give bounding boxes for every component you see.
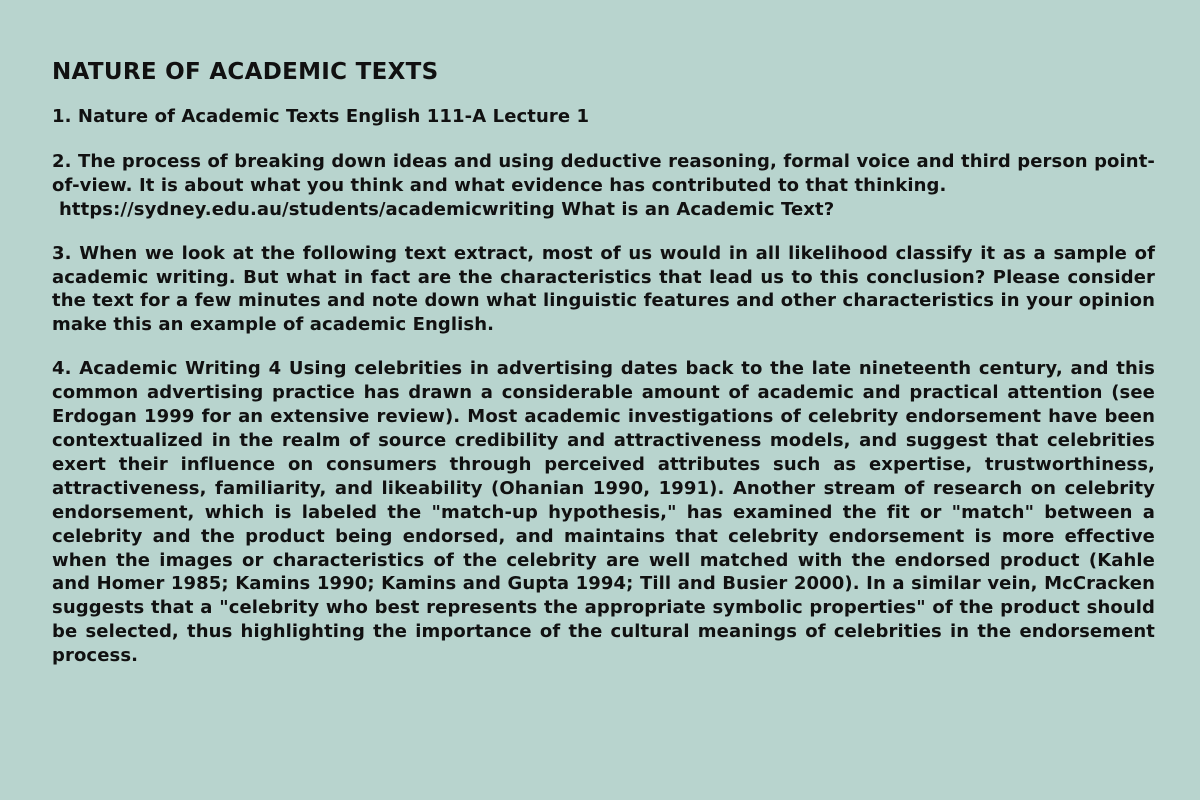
source-citation: https://sydney.edu.au/students/academicwriting What is an Academic Text? [59,198,835,220]
paragraph-4: 4. Academic Writing 4 Using celebrities in advertising dates back to the late nineteenth century, and this common advertising practice has drawn a considerable amount of academic and practical attention (see Erdogan 1999 for an extensive review). Most academic investigations of celebrity endorsement have been contextualized in the realm of source credibility and attractiveness models, and suggest that celebrities exert their influence on consumers through perceived attributes such as expertise, trustworthiness, attractiveness, familiarity, and likeability (Ohanian 1990, 1991). Another stream of research on celebrity endorsement, which is labeled the "match-up hypothesis," has examined the fit or "match" between a celebrity and the product being endorsed, and maintains that celebrity endorsement is more effective when the images or characteristics of the celebrity are well matched with the endorsed product (Kahle and Homer 1985; Kamins 1990; Kamins and Gupta 1994; Till and Busier 2000). In a similar vein, McCracken suggests that a "celebrity who best represents the appropriate symbolic properties" of the product should be selected, thus highlighting the importance of the cultural meanings of celebrities in the endorsement process. [52,358,1155,667]
document-title: NATURE OF ACADEMIC TEXTS [52,59,439,85]
document-page [52,58,1155,688]
paragraph-1: 1. Nature of Academic Texts English 111-A Lecture 1 [52,106,590,127]
paragraph-3: 3. When we look at the following text extract, most of us would in all likelihood classify it as a sample of academic writing. But what in fact are the characteristics that lead us to this conclusion? Please consider the text for a few minutes and note down what linguistic features and other characteristics in your opinion make this an example of academic English. [52,242,1155,336]
paragraph-2-text: 2. The process of breaking down ideas and using deductive reasoning, formal voice and third person point-of-view. It is about what you think and what evidence has contributed to that thinking. [52,150,1155,196]
paragraph-2 [52,150,1155,222]
